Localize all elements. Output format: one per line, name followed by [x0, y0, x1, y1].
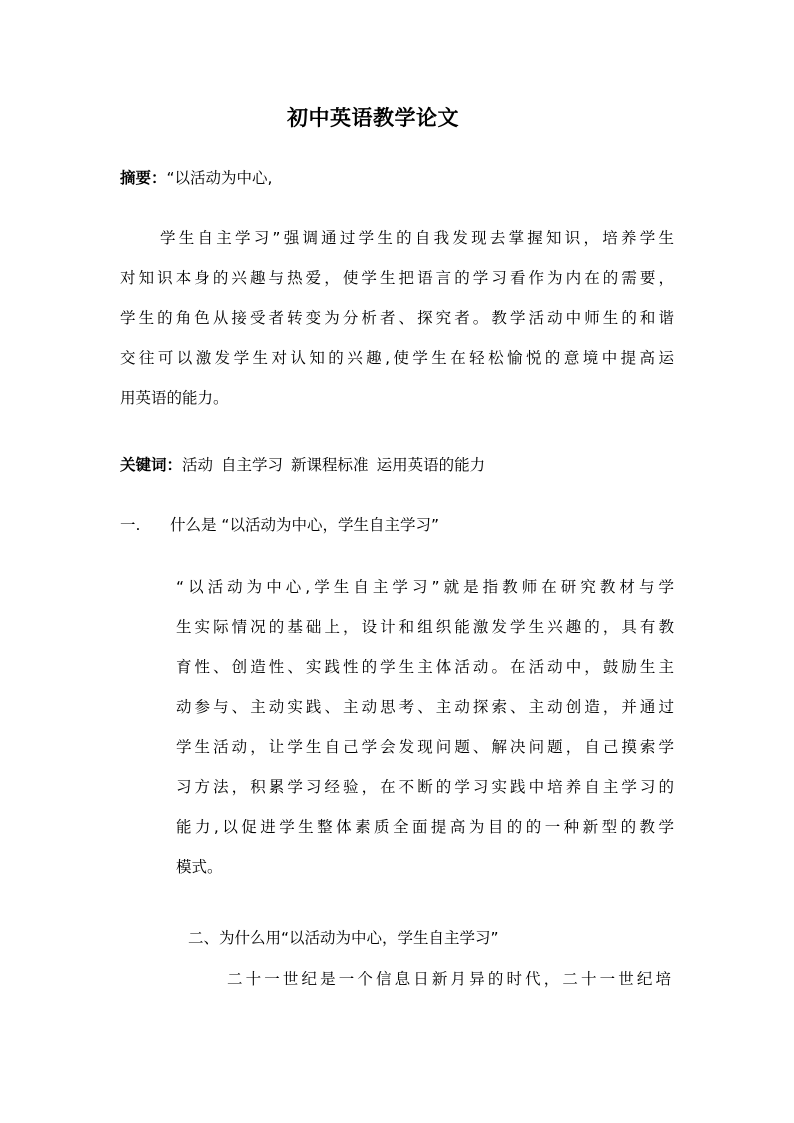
keywords-label: 关键词：	[120, 456, 183, 474]
section1-line: “以活动为中心,学生自主学习”就是指教师在研究教材与学	[176, 578, 674, 596]
section1-line: 育性、创造性、实践性的学生主体活动。在活动中，鼓励生主	[176, 658, 674, 676]
section1-heading	[120, 515, 439, 535]
abstract-line: 学生自主学习”强调通过学生的自我发现去掌握知识，培养学生	[160, 229, 674, 247]
keyword: 新课程标准	[291, 456, 369, 474]
section1-line: 生实际情况的基础上，设计和组织能激发学生兴趣的，具有教	[176, 618, 674, 636]
abstract-line: 学生的角色从接受者转变为分析者、探究者。教学活动中师生的和谐	[120, 309, 674, 327]
abstract-line: 用英语的能力。	[120, 389, 229, 407]
abstract-line: 对知识本身的兴趣与热爱，使学生把语言的学习看作为内在的需要，	[120, 269, 674, 287]
keyword: 自主学习	[221, 456, 284, 474]
keywords-line	[120, 455, 493, 475]
keyword: 运用英语的能力	[376, 456, 486, 474]
abstract-paragraph	[120, 228, 674, 408]
keyword: 活动	[182, 456, 214, 474]
section1-title: 什么是 “以活动为中心，学生自主学习”	[170, 516, 439, 534]
abstract-label: 摘要：	[120, 169, 167, 187]
section1-line: 模式。	[176, 858, 223, 876]
section2-first-line: 二十一世纪是一个信息日新月异的时代，二十一世纪培	[227, 970, 671, 988]
section2-heading: 二、为什么用“以活动为中心，学生自主学习”	[188, 929, 499, 947]
abstract-first-line: “以活动为中心,	[166, 169, 273, 187]
abstract-line: 交往可以激发学生对认知的兴趣,使学生在轻松愉悦的意境中提高运	[120, 349, 674, 367]
section1-line: 学生活动，让学生自己学会发现问题、解决问题，自己摸索学	[176, 738, 674, 756]
section1-line: 动参与、主动实践、主动思考、主动探索、主动创造，并通过	[176, 698, 674, 716]
section1-number: 一.	[120, 516, 141, 534]
abstract-heading-line	[120, 168, 272, 188]
section1-line: 能力,以促进学生整体素质全面提高为目的的一种新型的教学	[176, 818, 674, 836]
section1-line: 习方法，积累学习经验，在不断的学习实践中培养自主学习的	[176, 778, 674, 796]
section1-paragraph	[176, 577, 674, 877]
document-title: 初中英语教学论文	[287, 105, 459, 130]
